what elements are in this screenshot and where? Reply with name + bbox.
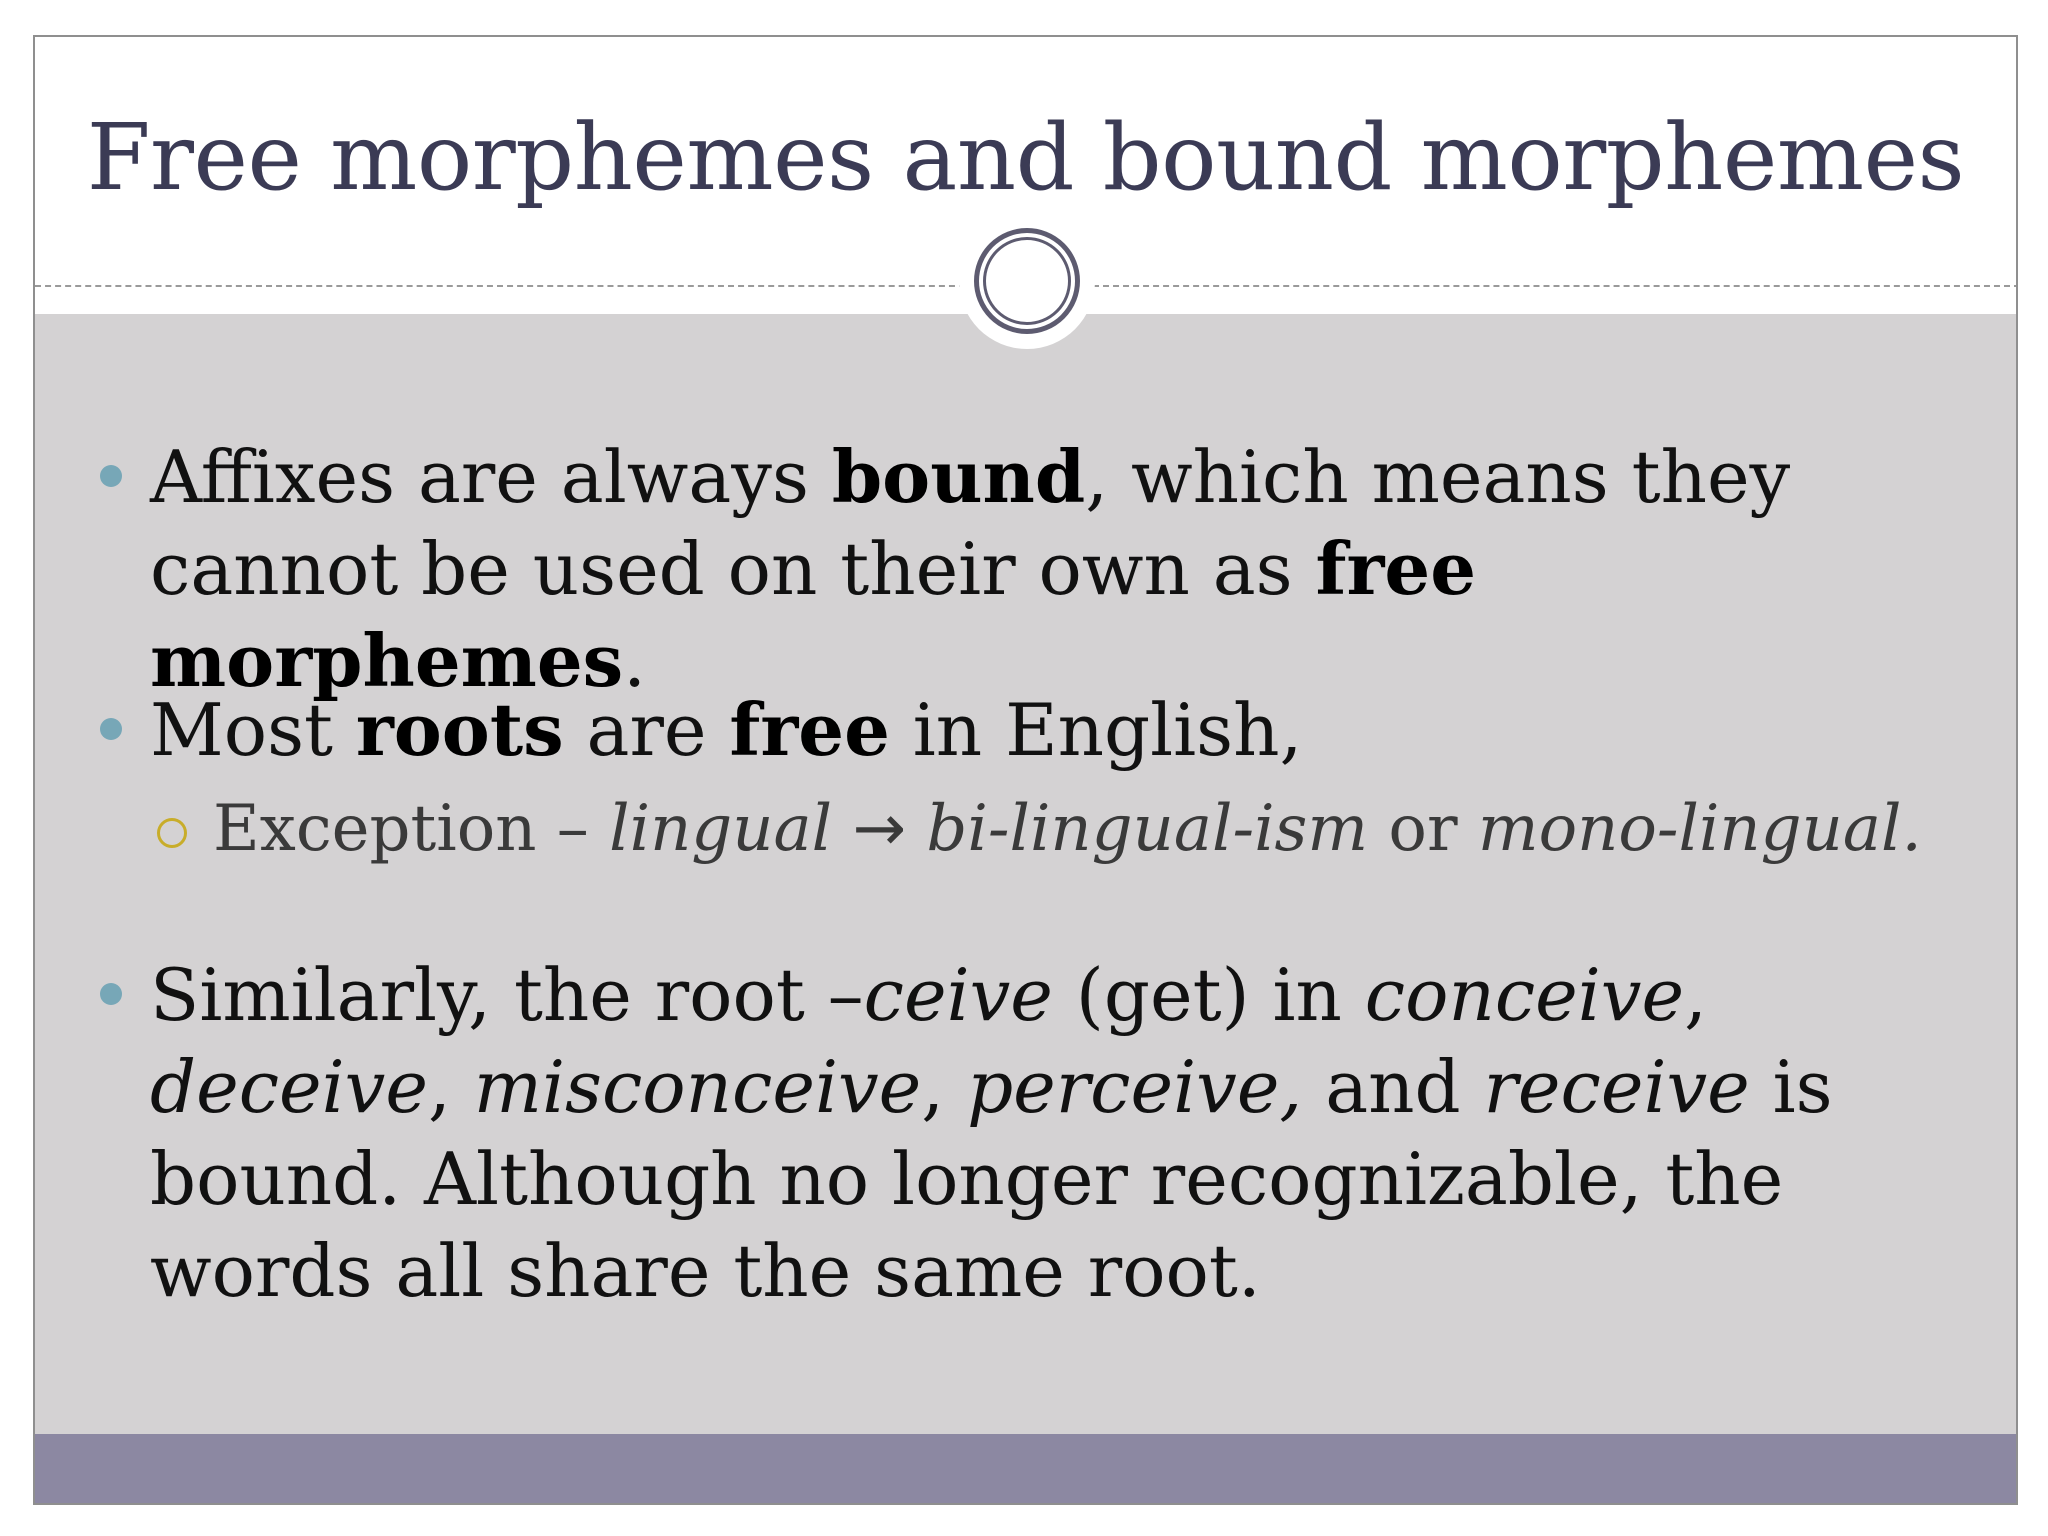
- italic-term: mono-lingual.: [1477, 792, 1922, 866]
- slide-title: Free morphemes and bound morphemes: [86, 104, 1965, 211]
- italic-term: bi-lingual-ism: [906, 792, 1369, 866]
- italic-term: perceive,: [967, 1045, 1303, 1129]
- bullet-text: and: [1302, 1045, 1484, 1129]
- bullet-text: ,: [921, 1045, 968, 1129]
- bullet-text: Most: [150, 688, 356, 772]
- bold-term: free: [729, 687, 890, 772]
- italic-term: receive: [1483, 1045, 1750, 1129]
- sub-bullet-exception: [213, 789, 2013, 869]
- bullet-text: in English,: [889, 688, 1303, 772]
- sub-bullet-ring-icon: [157, 818, 187, 848]
- slide: [33, 35, 2018, 1505]
- bullet-text: is bound. Although no longer recognizable, the words all share the same root.: [150, 1045, 1833, 1313]
- italic-term: deceive: [150, 1045, 428, 1129]
- bullet-text: Affixes are always: [150, 435, 832, 519]
- sub-bullet-text: or: [1368, 792, 1478, 866]
- bullet-ceive: [150, 949, 1980, 1317]
- bullet-text: (get) in: [1052, 953, 1365, 1037]
- bullet-text: , which means they cannot be used on their own as: [150, 435, 1791, 611]
- bullet-text: Similarly, the root –: [150, 953, 864, 1037]
- bullet-text: are: [563, 688, 730, 772]
- bold-term: bound: [831, 434, 1086, 519]
- bullet-roots: [150, 684, 1980, 776]
- sub-bullet-text: Exception –: [213, 792, 610, 866]
- arrow-right-icon: →: [852, 792, 907, 866]
- slide-content: [35, 37, 2016, 1503]
- italic-term: ceive: [863, 953, 1053, 1037]
- bullet-text: ,: [427, 1045, 474, 1129]
- bullet-dot-icon: [100, 465, 122, 487]
- bullet-dot-icon: [100, 983, 122, 1005]
- bullet-dot-icon: [100, 718, 122, 740]
- bullet-text: ,: [1684, 953, 1707, 1037]
- bold-term: free morphemes: [150, 526, 1477, 703]
- bullet-affixes: [150, 431, 1980, 707]
- italic-term: lingual: [609, 792, 853, 866]
- italic-term: conceive: [1364, 953, 1685, 1037]
- italic-term: misconceive: [473, 1045, 922, 1129]
- bold-term: roots: [355, 687, 564, 772]
- bullet-text: .: [623, 619, 647, 703]
